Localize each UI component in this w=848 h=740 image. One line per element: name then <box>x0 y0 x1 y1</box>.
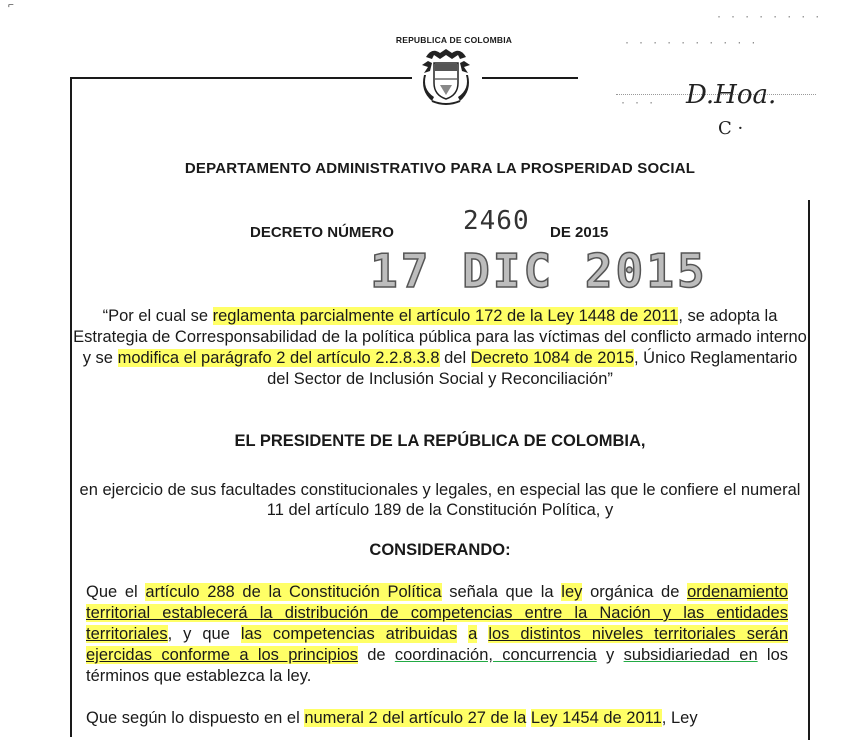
stamp-line-3: · · · <box>620 98 656 109</box>
frame-right <box>808 200 810 740</box>
president-heading: EL PRESIDENTE DE LA REPÚBLICA DE COLOMBIA, <box>234 432 646 450</box>
stamp-line-2: · · · · · · · · · · <box>624 38 758 49</box>
paragraph-1: Que el artículo 288 de la Constitución Política señala que la ley orgánica de ordenamiento territorial establecerá la distribución de competencias entre la Nación y las entidades territoriales, y que las competencias atribuidas a los distintos niveles territoriales serán ejercidas conforme a los principios de coordinación, concurrencia y subsidiariedad en los términos que establezca la ley. <box>86 583 789 685</box>
faculties-text: en ejercicio de sus facultades constitucionales y legales, en especial las que le confiere el numeral 11 del artículo 189 de la Constitución Política, y <box>79 481 801 519</box>
handwritten-mark: C · <box>718 118 744 139</box>
date-stamp: 17 DIC 2015 <box>370 244 708 298</box>
decree-year: DE 2015 <box>550 224 609 241</box>
department-title: DEPARTAMENTO ADMINISTRATIVO PARA LA PROSPERIDAD SOCIAL <box>184 160 696 177</box>
corner-mark: ⌐ <box>8 0 14 11</box>
coat-of-arms-icon <box>418 45 474 107</box>
handwritten-signature: D.Hoa. <box>686 80 777 110</box>
received-stamp <box>606 8 836 138</box>
decree-number: 2460 <box>463 206 530 236</box>
decree-label: DECRETO NÚMERO <box>250 224 394 241</box>
republic-header: REPUBLICA DE COLOMBIA <box>395 35 513 45</box>
frame-top-left <box>70 77 412 79</box>
stamp-line-1: · · · · · · · · <box>716 12 822 23</box>
frame-top-right <box>482 77 578 79</box>
decree-title: “Por el cual se reglamenta parcialmente el artículo 172 de la Ley 1448 de 2011, se adopta la Estrategia de Corresponsabilidad de la política pública para las víctimas del conflicto armado interno y se modifica el parágrafo 2 del artículo 2.2.8.3.8 del Decreto 1084 de 2015, Único Reglamentario del Sector de Inclusión Social y Reconciliación” <box>73 307 807 388</box>
paragraph-2: Que según lo dispuesto en el numeral 2 del artículo 27 de la Ley 1454 de 2011, Ley <box>86 709 698 727</box>
considering-heading: CONSIDERANDO: <box>369 541 511 559</box>
